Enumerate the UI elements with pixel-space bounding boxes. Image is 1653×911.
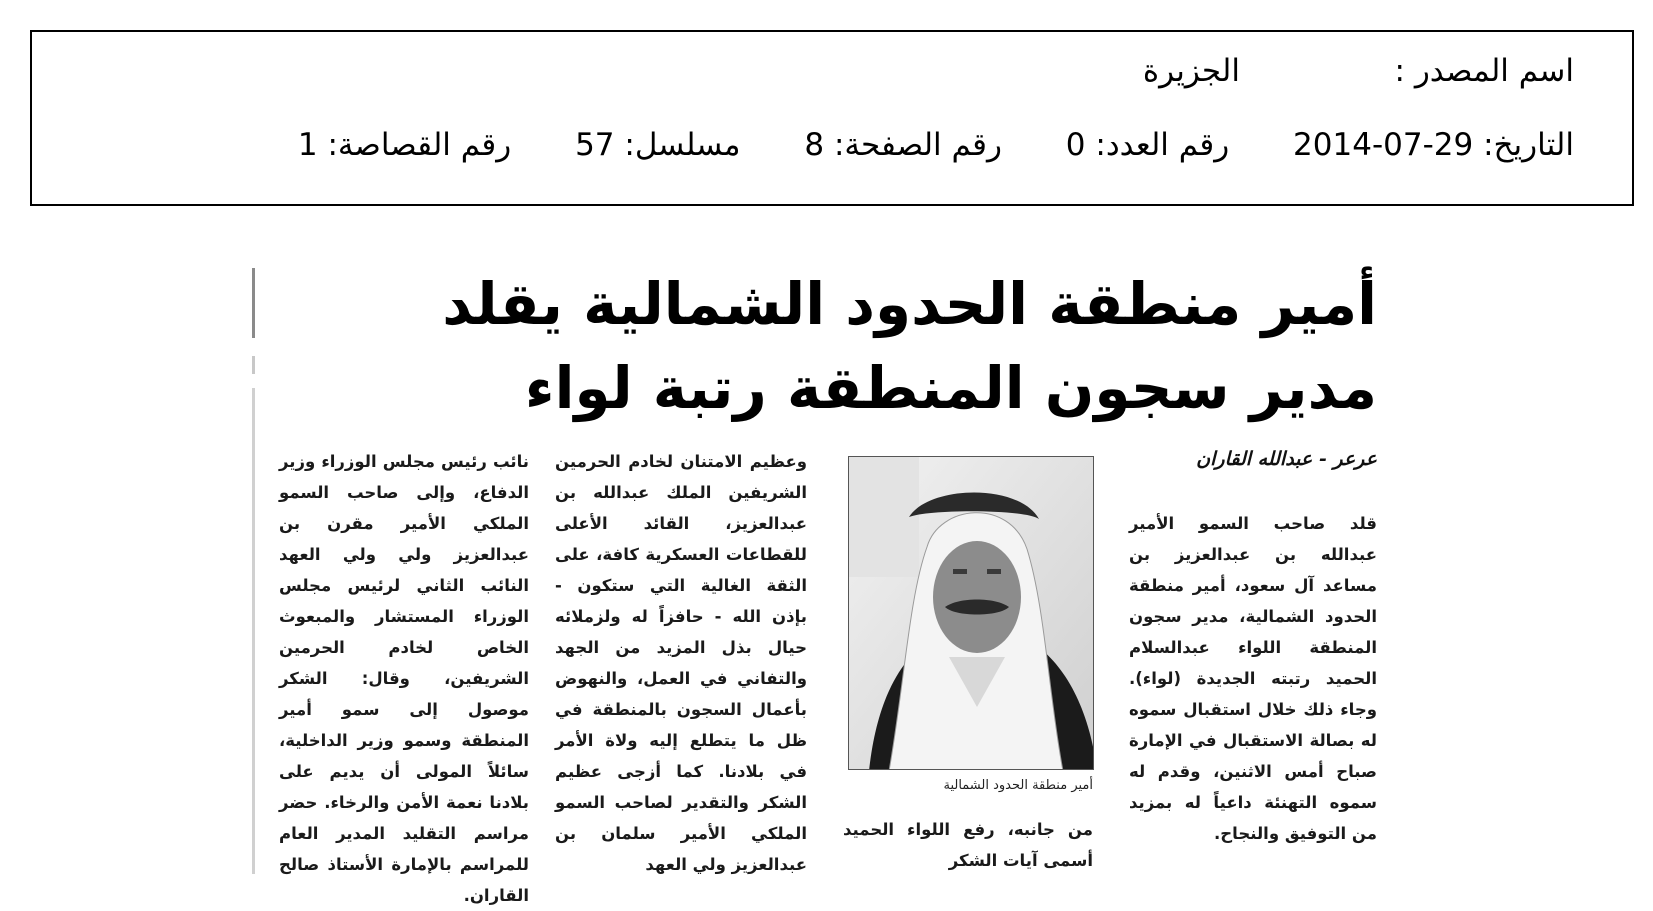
column-rule (252, 268, 255, 338)
column-rule (252, 356, 255, 374)
serial-meta (575, 127, 740, 163)
article-column-3 (555, 446, 807, 880)
photo-caption: أمير منطقة الحدود الشمالية (943, 778, 1093, 793)
serial-value: 57 (575, 127, 615, 163)
page-label: رقم الصفحة: (833, 127, 1002, 163)
clip-value: 1 (297, 127, 318, 163)
issue-meta (1066, 127, 1229, 163)
date-value: 2014-07-29 (1293, 127, 1474, 163)
serial-label: مسلسل: (624, 127, 741, 163)
date-meta (1293, 127, 1574, 163)
article-column-1 (1129, 508, 1377, 849)
column-rule (252, 388, 255, 874)
article-paragraph: من جانبه، رفع اللواء الحميد أسمى آيات الشكر (843, 820, 1093, 870)
clip-label: رقم القصاصة: (327, 127, 512, 163)
article-column-4 (279, 446, 529, 911)
page-value: 8 (804, 127, 825, 163)
issue-label: رقم العدد: (1095, 127, 1230, 163)
article-column-2 (843, 814, 1093, 876)
clipping-header (30, 30, 1634, 206)
source-value: الجزيرة (1142, 53, 1240, 89)
article-paragraph: وعظيم الامتنان لخادم الحرمين الشريفين الملك عبدالله بن عبدالعزيز، القائد الأعلى للقطاعات العسكرية كافة، على الثقة الغالية التي ستكون - بإذن الله - حافزاً له ولزملائه حيال بذل المزيد من الجهد والتفاني في العمل، والنهوض بأعمال السجون بالمنطقة في ظل ما يتطلع إليه ولاة الأمر في بلادنا. كما أزجى عظيم الشكر والتقدير لصاحب السمو الملكي الأمير سلمان بن عبدالعزيز ولي العهد (555, 452, 807, 874)
article-paragraph: نائب رئيس مجلس الوزراء وزير الدفاع، وإلى صاحب السمو الملكي الأمير مقرن بن عبدالعزيز ولي ولي العهد النائب الثاني لرئيس مجلس الوزراء المستشار والمبعوث الخاص لخادم الحرمين الشريفين، وقال: الشكر موصول إلى سمو أمير المنطقة وسمو وزير الداخلية، سائلاً المولى أن يديم على بلادنا نعمة الأمن والرخاء. حضر مراسم التقليد المدير العام للمراسم بالإمارة الأستاذ صالح القاران. (279, 452, 529, 905)
date-label: التاريخ: (1483, 127, 1574, 163)
article-photo (848, 456, 1094, 770)
article-paragraph: قلد صاحب السمو الأمير عبدالله بن عبدالعزيز بن مساعد آل سعود، أمير منطقة الحدود الشمالية، مدير سجون المنطقة اللواء عبدالسلام الحميد رتبته الجديدة (لواء). وجاء ذلك خلال استقبال سموه له بصالة الاستقبال في الإمارة صباح أمس الاثنين، وقدم له سموه التهنئة داعياً له بمزيد من التوفيق والنجاح. (1129, 514, 1377, 843)
article-headline: أمير منطقة الحدود الشمالية يقلد مدير سجون المنطقة رتبة لواء (442, 270, 1377, 422)
source-label: اسم المصدر : (1394, 53, 1574, 89)
clip-meta (298, 127, 511, 163)
page-meta (804, 127, 1002, 163)
article-byline: عرعر - عبدالله القاران (1196, 448, 1377, 470)
clipping-meta (298, 127, 1574, 163)
portrait-image (849, 457, 1094, 770)
issue-value: 0 (1065, 127, 1086, 163)
